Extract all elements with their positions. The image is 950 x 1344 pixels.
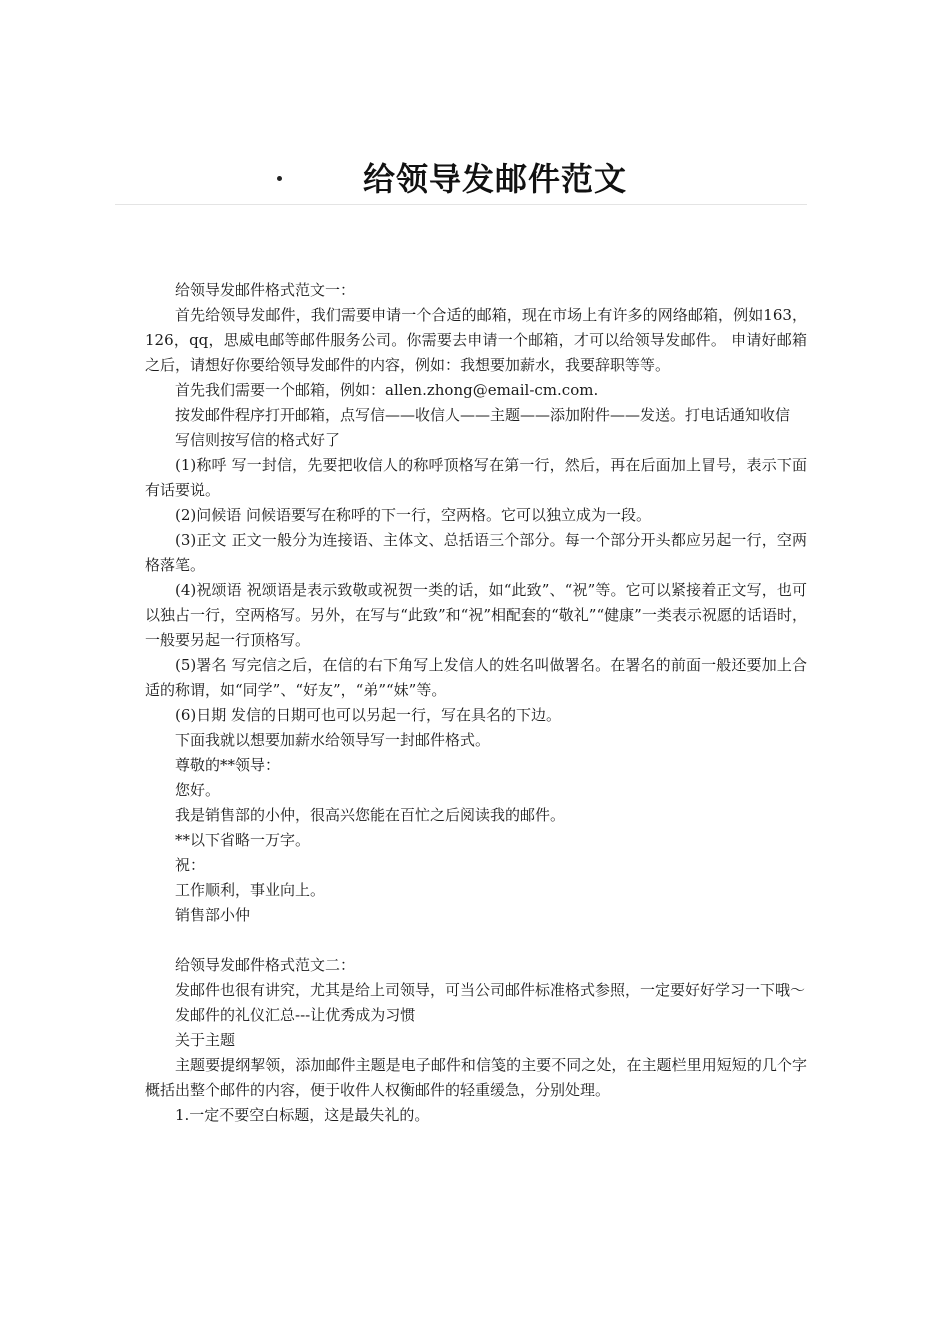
paragraph: 祝： <box>175 856 206 874</box>
paragraph: 写信则按写信的格式好了 <box>175 431 341 449</box>
paragraph: 工作顺利，事业向上。 <box>175 881 326 899</box>
paragraph: 发邮件的礼仪汇总---让优秀成为习惯 <box>175 1006 416 1024</box>
paragraph: (6)日期 发信的日期可也可以另起一行，写在具名的下边。 <box>175 706 562 724</box>
document-body <box>145 278 807 1128</box>
paragraph: 发邮件也很有讲究，尤其是给上司领导，可当公司邮件标准格式参照，一定要好好学习一下哦～ <box>175 981 806 999</box>
paragraph: 1.一定不要空白标题，这是最失礼的。 <box>175 1106 430 1124</box>
paragraph: 销售部小仲 <box>175 906 251 924</box>
paragraph: 首先给领导发邮件，我们需要申请一个合适的邮箱，现在市场上有许多的网络邮箱，例如163，126，qq，思威电邮等邮件服务公司。你需要去申请一个邮箱，才可以给领导发邮件。 申请好邮箱之后，请想好你要给领导发邮件的内容，例如：我想要加薪水，我要辞职等等。 <box>145 306 807 374</box>
paragraph: 给领导发邮件格式范文二： <box>175 956 356 974</box>
paragraph: 主题要提纲挈领，添加邮件主题是电子邮件和信笺的主要不同之处，在主题栏里用短短的几个字概括出整个邮件的内容，便于收件人权衡邮件的轻重缓急，分别处理。 <box>145 1056 807 1099</box>
paragraph: 给领导发邮件格式范文一： <box>175 281 356 299</box>
paragraph <box>145 928 807 953</box>
paragraph: 下面我就以想要加薪水给领导写一封邮件格式。 <box>175 731 491 749</box>
paragraph: (3)正文 正文一般分为连接语、主体文、总括语三个部分。每一个部分开头都应另起一行，空两格落笔。 <box>145 531 807 574</box>
paragraph: (5)署名 写完信之后，在信的右下角写上发信人的姓名叫做署名。在署名的前面一般还要加上合适的称谓，如“同学”、“好友”，“弟”“妹”等。 <box>145 656 807 699</box>
paragraph: (2)问候语 问候语要写在称呼的下一行，空两格。它可以独立成为一段。 <box>175 506 652 524</box>
paragraph: 您好。 <box>175 781 221 799</box>
paragraph: 按发邮件程序打开邮箱，点写信——收信人——主题——添加附件——发送。打电话通知收信 <box>175 406 791 424</box>
paragraph: (1)称呼 写一封信，先要把收信人的称呼顶格写在第一行，然后，再在后面加上冒号，表示下面有话要说。 <box>145 456 807 499</box>
document-title: 给领导发邮件范文 <box>363 160 628 198</box>
bullet-dot <box>277 176 282 181</box>
paragraph: **以下省略一万字。 <box>175 831 311 849</box>
paragraph: 我是销售部的小仲，很高兴您能在百忙之后阅读我的邮件。 <box>175 806 566 824</box>
document-header <box>115 150 807 205</box>
paragraph: 关于主题 <box>175 1031 236 1049</box>
paragraph: 尊敬的**领导： <box>175 756 281 774</box>
paragraph: 首先我们需要一个邮箱，例如：allen.zhong@email-cm.com. <box>175 381 599 399</box>
paragraph: (4)祝颂语 祝颂语是表示致敬或祝贺一类的话，如“此致”、“祝”等。它可以紧接着正文写，也可以独占一行，空两格写。另外，在写与“此致”和“祝”相配套的“敬礼”“健康”一类表示祝愿的话语时，一般要另起一行顶格写。 <box>145 581 807 649</box>
